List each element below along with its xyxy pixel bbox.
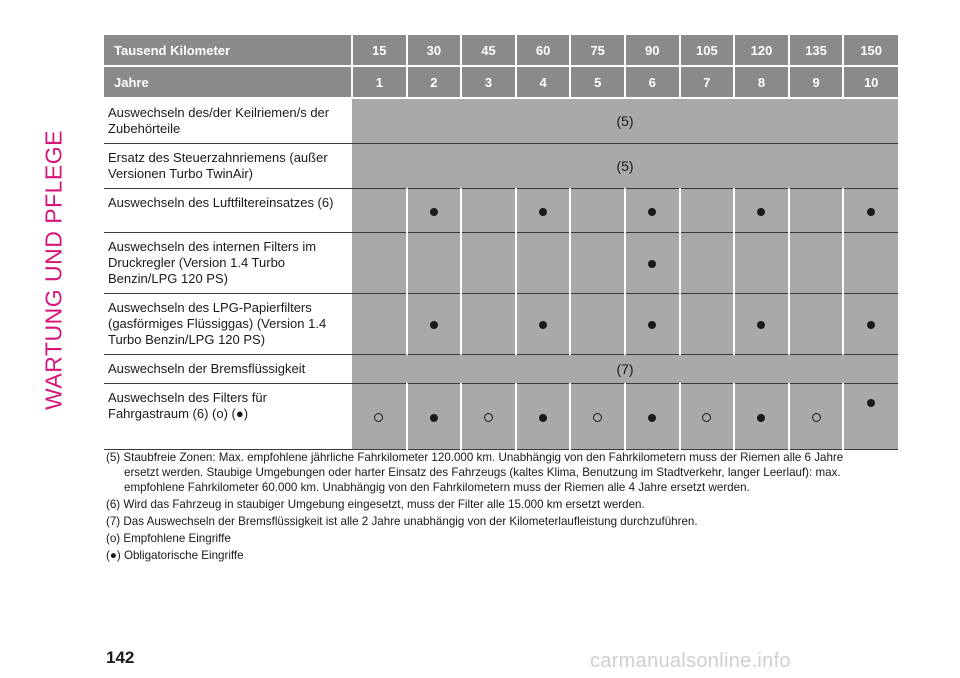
interval-cell xyxy=(843,189,898,233)
interval-cell xyxy=(352,189,407,233)
footnote-recommended: (o) Empfohlene Eingriffe xyxy=(106,532,231,545)
interval-cell xyxy=(570,384,625,450)
mandatory-dot-icon xyxy=(648,208,656,216)
interval-cell xyxy=(625,233,680,294)
footnote-6: (6) Wird das Fahrzeug in staubiger Umgebung eingesetzt, muss der Filter alle 15.000 km ersetzt werden. xyxy=(106,498,645,511)
recommended-circle-icon xyxy=(484,413,493,422)
header-km-cell: 45 xyxy=(461,35,516,66)
row-label: Auswechseln des internen Filters im Druckregler (Version 1.4 Turbo Benzin/LPG 120 PS) xyxy=(104,233,352,294)
interval-cell xyxy=(352,294,407,355)
interval-cell xyxy=(516,294,571,355)
schedule-body xyxy=(104,98,898,450)
mandatory-dot-icon xyxy=(648,321,656,329)
footnote-5-line: (5) Staubfreie Zonen: Max. empfohlene jährliche Fahrkilometer 120.000 km. Unabhängig von den Fahrkilometern muss der Riemen alle 6 Jahre xyxy=(106,451,844,464)
mandatory-dot-icon xyxy=(867,321,875,329)
interval-cell xyxy=(625,384,680,450)
interval-cell xyxy=(680,384,735,450)
interval-cell xyxy=(843,384,898,450)
interval-cell xyxy=(625,189,680,233)
interval-cell xyxy=(407,384,462,450)
footnote-5 xyxy=(106,450,896,495)
mandatory-dot-icon xyxy=(757,414,765,422)
row-label: Auswechseln des/der Keilriemen/s der Zubehörteile xyxy=(104,98,352,144)
schedule-row xyxy=(104,144,898,189)
interval-note-cell: (5) xyxy=(352,98,898,144)
header-year-cell: 1 xyxy=(352,66,407,98)
interval-note-cell: (7) xyxy=(352,355,898,384)
interval-cell xyxy=(407,294,462,355)
footnotes xyxy=(106,450,896,565)
recommended-circle-icon xyxy=(374,413,383,422)
header-year-cell: 6 xyxy=(625,66,680,98)
footnote-5-line: empfohlene Fahrkilometer 60.000 km. Unabhängig von den Fahrkilometern muss der Riemen alle 4 Jahre ersetzt werden. xyxy=(124,481,750,494)
recommended-circle-icon xyxy=(702,413,711,422)
footnote-mandatory: (●) Obligatorische Eingriffe xyxy=(106,549,244,562)
header-km-label: Tausend Kilometer xyxy=(104,35,352,66)
row-label: Ersatz des Steuerzahnriemens (außer Versionen Turbo TwinAir) xyxy=(104,144,352,189)
header-km-cell: 135 xyxy=(789,35,844,66)
header-km-cell: 15 xyxy=(352,35,407,66)
recommended-circle-icon xyxy=(593,413,602,422)
header-year-cell: 8 xyxy=(734,66,789,98)
header-year-cell: 3 xyxy=(461,66,516,98)
interval-cell xyxy=(789,294,844,355)
interval-cell xyxy=(625,294,680,355)
interval-cell xyxy=(789,384,844,450)
header-year-cell: 10 xyxy=(843,66,898,98)
schedule-row xyxy=(104,189,898,233)
mandatory-dot-icon xyxy=(757,208,765,216)
interval-cell xyxy=(843,233,898,294)
interval-cell xyxy=(352,233,407,294)
mandatory-dot-icon xyxy=(430,414,438,422)
mandatory-dot-icon xyxy=(757,321,765,329)
recommended-circle-icon xyxy=(812,413,821,422)
interval-cell xyxy=(680,189,735,233)
header-km-cell: 75 xyxy=(570,35,625,66)
interval-cell xyxy=(407,233,462,294)
interval-cell xyxy=(680,233,735,294)
interval-cell xyxy=(570,294,625,355)
mandatory-dot-icon xyxy=(867,399,875,407)
header-km-cell: 105 xyxy=(680,35,735,66)
interval-cell xyxy=(461,233,516,294)
interval-note-cell: (5) xyxy=(352,144,898,189)
header-km-cell: 120 xyxy=(734,35,789,66)
mandatory-dot-icon xyxy=(648,414,656,422)
interval-cell xyxy=(407,189,462,233)
interval-cell xyxy=(570,189,625,233)
row-label: Auswechseln des LPG-Papierfilters (gasförmiges Flüssiggas) (Version 1.4 Turbo Benzin/LPG 120 PS) xyxy=(104,294,352,355)
interval-cell xyxy=(570,233,625,294)
interval-cell xyxy=(789,233,844,294)
schedule-row xyxy=(104,233,898,294)
page-number: 142 xyxy=(106,648,135,667)
interval-cell xyxy=(843,294,898,355)
mandatory-dot-icon xyxy=(539,208,547,216)
maintenance-schedule-table xyxy=(104,35,898,450)
header-years-label: Jahre xyxy=(104,66,352,98)
watermark: carmanualsonline.info xyxy=(590,650,791,672)
mandatory-dot-icon xyxy=(539,321,547,329)
row-label: Auswechseln der Bremsflüssigkeit xyxy=(104,355,352,384)
header-km-cell: 90 xyxy=(625,35,680,66)
interval-cell xyxy=(461,189,516,233)
interval-cell xyxy=(789,189,844,233)
row-label: Auswechseln des Luftfiltereinsatzes (6) xyxy=(104,189,352,233)
section-title-text: WARTUNG UND PFLEGE xyxy=(40,130,67,410)
interval-cell xyxy=(461,294,516,355)
schedule-row xyxy=(104,355,898,384)
header-year-cell: 7 xyxy=(680,66,735,98)
interval-cell xyxy=(516,189,571,233)
schedule-row xyxy=(104,384,898,450)
header-year-cell: 9 xyxy=(789,66,844,98)
interval-cell xyxy=(516,384,571,450)
header-row-km xyxy=(104,35,898,66)
row-label: Auswechseln des Filters für Fahrgastraum (6) (o) (●) xyxy=(104,384,352,450)
schedule-row xyxy=(104,98,898,144)
header-year-cell: 5 xyxy=(570,66,625,98)
interval-cell xyxy=(516,233,571,294)
interval-cell xyxy=(734,233,789,294)
interval-cell xyxy=(680,294,735,355)
interval-cell xyxy=(461,384,516,450)
interval-cell xyxy=(734,384,789,450)
mandatory-dot-icon xyxy=(867,208,875,216)
interval-cell xyxy=(734,294,789,355)
header-km-cell: 150 xyxy=(843,35,898,66)
mandatory-dot-icon xyxy=(430,321,438,329)
mandatory-dot-icon xyxy=(648,260,656,268)
interval-cell xyxy=(734,189,789,233)
header-km-cell: 30 xyxy=(407,35,462,66)
footnote-5-line: ersetzt werden. Staubige Umgebungen oder harter Einsatz des Fahrzeugs (kaltes Klima, Benutzung im Stadtverkehr, langer Leerlauf): max. xyxy=(124,466,841,479)
mandatory-dot-icon xyxy=(539,414,547,422)
schedule-row xyxy=(104,294,898,355)
header-row-years xyxy=(104,66,898,98)
interval-cell xyxy=(352,384,407,450)
footnote-7: (7) Das Auswechseln der Bremsflüssigkeit ist alle 2 Jahre unabhängig von der Kilometerlaufleistung durchzuführen. xyxy=(106,515,698,528)
header-year-cell: 4 xyxy=(516,66,571,98)
mandatory-dot-icon xyxy=(430,208,438,216)
header-year-cell: 2 xyxy=(407,66,462,98)
header-km-cell: 60 xyxy=(516,35,571,66)
